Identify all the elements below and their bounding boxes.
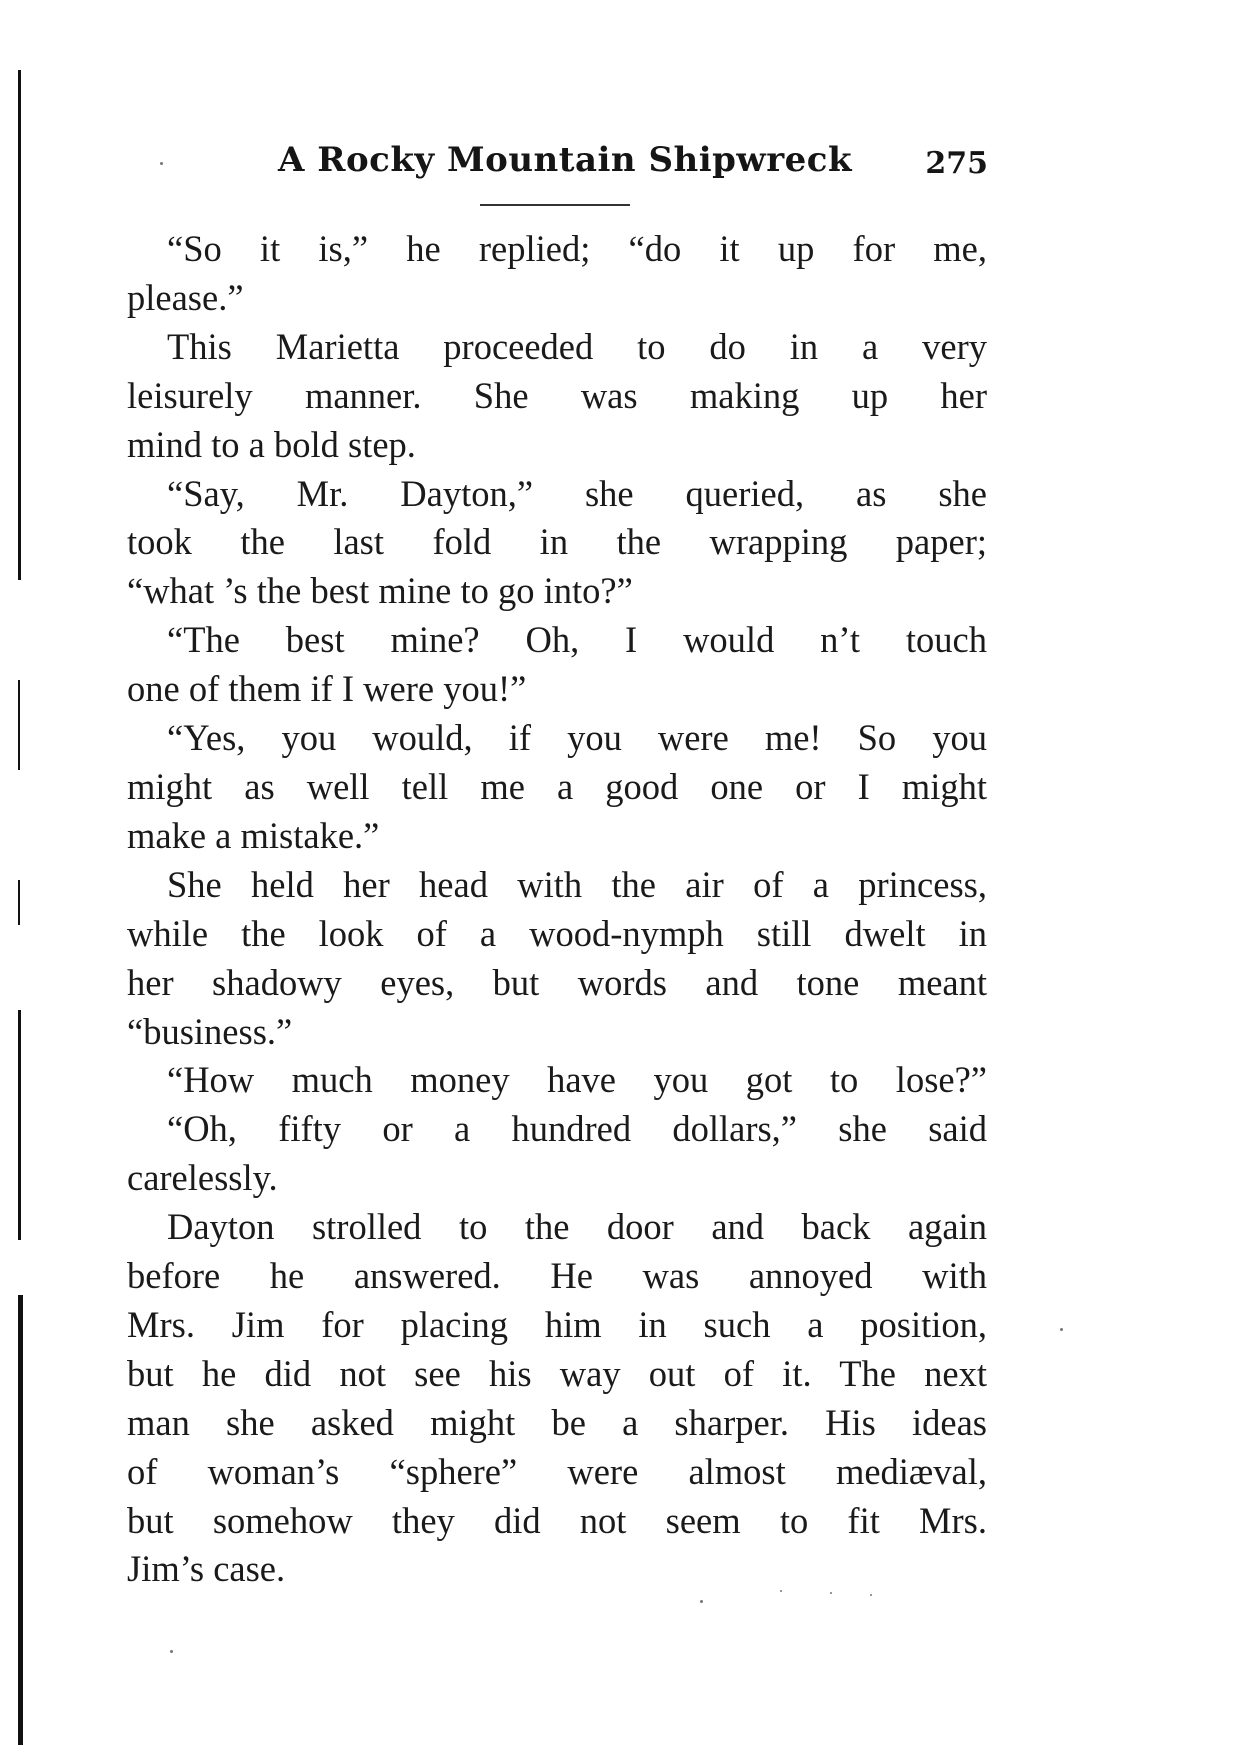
text-line: “what ’s the best mine to go into?” — [127, 570, 633, 612]
text-line: please.” — [127, 276, 244, 318]
paper-speck — [830, 1592, 832, 1594]
text-line: “Oh, fifty or a hundred dollars,” she said — [167, 1108, 987, 1150]
text-line: one of them if I were you!” — [127, 668, 527, 710]
page-header — [128, 140, 988, 190]
text-line: but he did not see his way out of it. The next — [127, 1352, 987, 1394]
binding-edge-mark — [18, 1295, 23, 1745]
text-line: took the last fold in the wrapping paper; — [127, 521, 987, 563]
text-line: “Say, Mr. Dayton,” she queried, as she — [167, 472, 987, 514]
paper-speck — [700, 1600, 703, 1603]
text-line: carelessly. — [127, 1157, 278, 1199]
text-line: “The best mine? Oh, I would n’t touch — [167, 619, 987, 661]
running-title: A Rocky Mountain Shipwreck — [278, 140, 852, 180]
text-line: This Marietta proceeded to do in a very — [167, 325, 987, 367]
text-line: her shadowy eyes, but words and tone meant — [127, 961, 987, 1003]
text-line: Mrs. Jim for placing him in such a position, — [127, 1303, 987, 1345]
text-line: but somehow they did not seem to fit Mrs. — [127, 1499, 987, 1541]
page-number: 275 — [925, 146, 988, 181]
text-line: while the look of a wood-nymph still dwelt in — [127, 912, 987, 954]
text-line: make a mistake.” — [127, 814, 380, 856]
text-line: She held her head with the air of a princess, — [167, 863, 987, 905]
text-line: leisurely manner. She was making up her — [127, 374, 987, 416]
header-rule — [480, 204, 630, 206]
binding-edge-mark — [18, 70, 21, 580]
binding-edge-mark — [18, 880, 20, 925]
text-line: before he answered. He was annoyed with — [127, 1255, 987, 1297]
text-line: man she asked might be a sharper. His ideas — [127, 1401, 987, 1443]
text-line: mind to a bold step. — [127, 423, 416, 465]
paper-speck — [870, 1594, 872, 1596]
paper-speck — [780, 1590, 782, 1592]
text-line: “business.” — [127, 1010, 293, 1052]
body-text — [127, 225, 987, 1594]
text-line: of woman’s “sphere” were almost mediæval, — [127, 1450, 987, 1492]
binding-edge-mark — [18, 680, 20, 770]
paper-speck — [160, 162, 163, 165]
text-line: “Yes, you would, if you were me! So you — [167, 717, 987, 759]
paper-speck — [1060, 1328, 1063, 1331]
text-line: might as well tell me a good one or I might — [127, 765, 987, 807]
text-line: Jim’s case. — [127, 1548, 286, 1590]
binding-edge-mark — [18, 1010, 21, 1240]
text-line: “So it is,” he replied; “do it up for me, — [167, 228, 987, 269]
text-line: “How much money have you got to lose?” — [167, 1059, 987, 1101]
paper-speck — [170, 1650, 173, 1653]
text-line: Dayton strolled to the door and back again — [167, 1206, 987, 1248]
